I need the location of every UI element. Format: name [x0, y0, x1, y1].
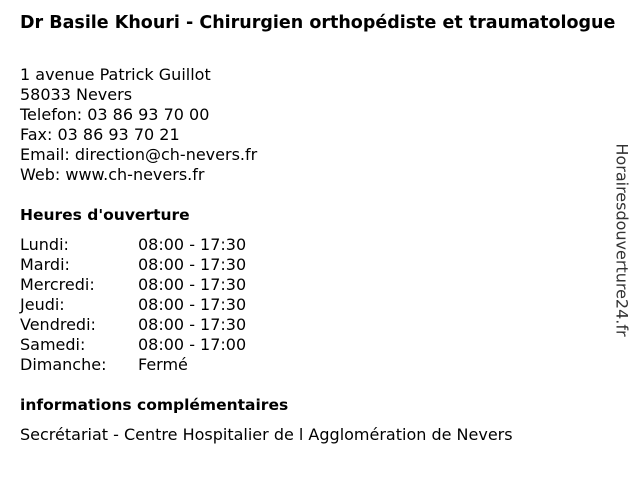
web-text: Web: www.ch-nevers.fr [20, 165, 205, 184]
hours-row-wednesday [20, 275, 246, 295]
address-line-2: 58033 Nevers [20, 85, 133, 104]
hours-row-tuesday [20, 255, 246, 275]
day-label: Dimanche: [20, 355, 107, 374]
day-time: 08:00 - 17:30 [138, 295, 247, 314]
day-label: Jeudi: [20, 295, 65, 314]
contact-block [20, 65, 257, 185]
opening-hours-heading: Heures d'ouverture [20, 206, 190, 224]
day-label: Samedi: [20, 335, 86, 354]
day-label: Lundi: [20, 235, 69, 254]
hours-row-friday [20, 315, 246, 335]
day-time: 08:00 - 17:30 [138, 275, 247, 294]
opening-hours-table [20, 235, 246, 375]
email-text: Email: direction@ch-nevers.fr [20, 145, 258, 164]
day-time: 08:00 - 17:30 [138, 235, 247, 254]
hours-row-sunday [20, 355, 246, 375]
site-watermark [612, 135, 632, 345]
fax-text: Fax: 03 86 93 70 21 [20, 125, 180, 144]
hours-row-saturday [20, 335, 246, 355]
hours-row-thursday [20, 295, 246, 315]
additional-info-text: Secrétariat - Centre Hospitalier de l Agglomération de Nevers [20, 425, 513, 444]
day-time: 08:00 - 17:00 [138, 335, 247, 354]
day-label: Vendredi: [20, 315, 96, 334]
hours-row-monday [20, 235, 246, 255]
page-title: Dr Basile Khouri - Chirurgien orthopédiste et traumatologue [20, 13, 616, 33]
phone-text: Telefon: 03 86 93 70 00 [20, 105, 210, 124]
day-time: 08:00 - 17:30 [138, 255, 247, 274]
address-line-1: 1 avenue Patrick Guillot [20, 65, 211, 84]
day-label: Mercredi: [20, 275, 95, 294]
watermark-text: Horairesdouverture24.fr [613, 143, 633, 337]
day-time: 08:00 - 17:30 [138, 315, 247, 334]
day-time: Fermé [138, 355, 188, 374]
day-label: Mardi: [20, 255, 70, 274]
additional-info-heading: informations complémentaires [20, 396, 289, 414]
